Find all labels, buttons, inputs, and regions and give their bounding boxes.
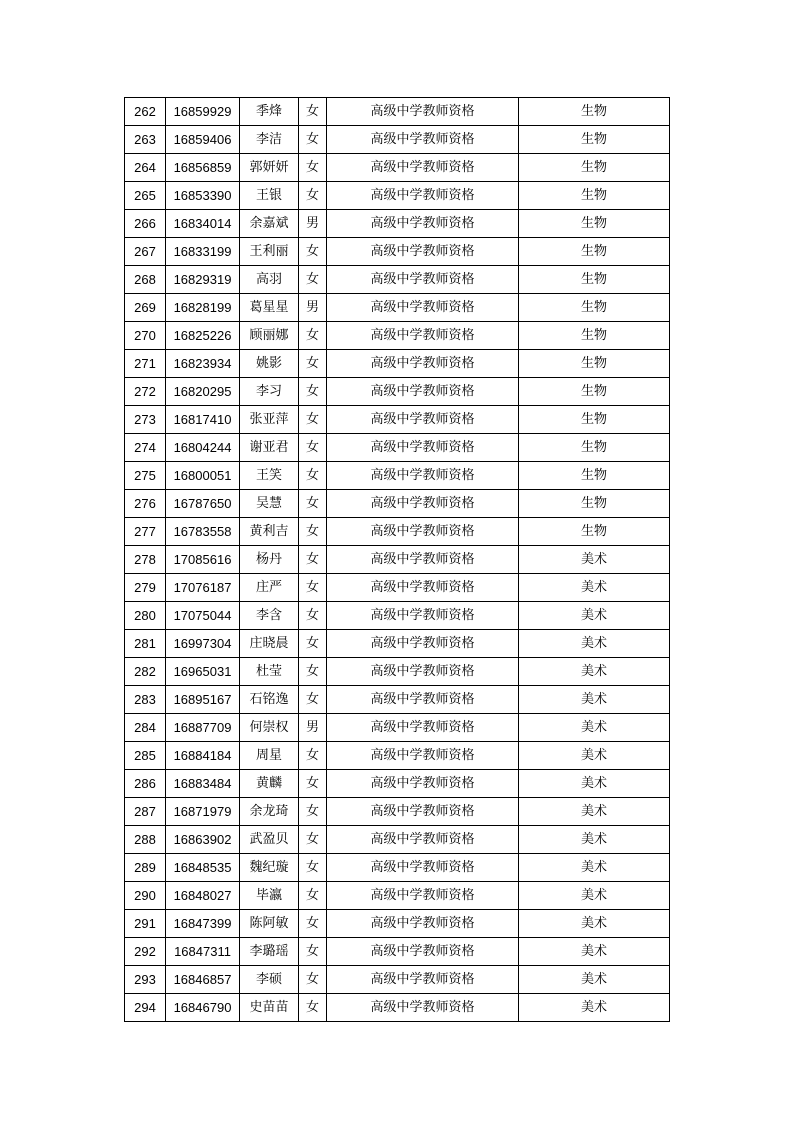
candidate-id-cell: 16859406 <box>166 126 240 154</box>
subject-cell: 生物 <box>519 210 670 238</box>
name-cell: 毕瀛 <box>240 882 299 910</box>
name-cell: 吴慧 <box>240 490 299 518</box>
table-row <box>125 322 670 350</box>
name-cell: 黄利吉 <box>240 518 299 546</box>
gender-cell: 女 <box>299 882 327 910</box>
name-cell: 王利丽 <box>240 238 299 266</box>
candidate-id-cell: 17085616 <box>166 546 240 574</box>
qualification-cell: 高级中学教师资格 <box>327 266 519 294</box>
row-number-cell: 267 <box>125 238 166 266</box>
qualification-cell: 高级中学教师资格 <box>327 182 519 210</box>
gender-cell: 女 <box>299 770 327 798</box>
qualification-cell: 高级中学教师资格 <box>327 210 519 238</box>
candidate-id-cell: 16833199 <box>166 238 240 266</box>
name-cell: 姚影 <box>240 350 299 378</box>
qualification-cell: 高级中学教师资格 <box>327 882 519 910</box>
name-cell: 余龙琦 <box>240 798 299 826</box>
subject-cell: 生物 <box>519 98 670 126</box>
table-row <box>125 182 670 210</box>
gender-cell: 女 <box>299 546 327 574</box>
row-number-cell: 282 <box>125 658 166 686</box>
row-number-cell: 269 <box>125 294 166 322</box>
subject-cell: 生物 <box>519 238 670 266</box>
candidate-id-cell: 16825226 <box>166 322 240 350</box>
gender-cell: 女 <box>299 826 327 854</box>
name-cell: 王银 <box>240 182 299 210</box>
row-number-cell: 279 <box>125 574 166 602</box>
table-row <box>125 378 670 406</box>
subject-cell: 美术 <box>519 630 670 658</box>
gender-cell: 男 <box>299 294 327 322</box>
table-row <box>125 546 670 574</box>
qualification-cell: 高级中学教师资格 <box>327 770 519 798</box>
table-row <box>125 658 670 686</box>
name-cell: 史苗苗 <box>240 994 299 1022</box>
subject-cell: 美术 <box>519 882 670 910</box>
candidate-id-cell: 16800051 <box>166 462 240 490</box>
subject-cell: 美术 <box>519 686 670 714</box>
name-cell: 李含 <box>240 602 299 630</box>
gender-cell: 女 <box>299 350 327 378</box>
name-cell: 周星 <box>240 742 299 770</box>
subject-cell: 美术 <box>519 714 670 742</box>
gender-cell: 女 <box>299 322 327 350</box>
gender-cell: 女 <box>299 378 327 406</box>
table-row <box>125 294 670 322</box>
qualification-cell: 高级中学教师资格 <box>327 798 519 826</box>
gender-cell: 女 <box>299 966 327 994</box>
candidate-id-cell: 16859929 <box>166 98 240 126</box>
candidate-id-cell: 16828199 <box>166 294 240 322</box>
row-number-cell: 293 <box>125 966 166 994</box>
table-row <box>125 910 670 938</box>
name-cell: 石铭逸 <box>240 686 299 714</box>
subject-cell: 生物 <box>519 322 670 350</box>
name-cell: 杜莹 <box>240 658 299 686</box>
table-row <box>125 210 670 238</box>
gender-cell: 女 <box>299 182 327 210</box>
row-number-cell: 287 <box>125 798 166 826</box>
roster-table <box>124 97 670 1022</box>
qualification-cell: 高级中学教师资格 <box>327 434 519 462</box>
row-number-cell: 289 <box>125 854 166 882</box>
subject-cell: 生物 <box>519 294 670 322</box>
candidate-id-cell: 16787650 <box>166 490 240 518</box>
qualification-cell: 高级中学教师资格 <box>327 714 519 742</box>
row-number-cell: 268 <box>125 266 166 294</box>
subject-cell: 生物 <box>519 406 670 434</box>
table-row <box>125 770 670 798</box>
subject-cell: 美术 <box>519 602 670 630</box>
row-number-cell: 291 <box>125 910 166 938</box>
qualification-cell: 高级中学教师资格 <box>327 658 519 686</box>
row-number-cell: 276 <box>125 490 166 518</box>
table-row <box>125 798 670 826</box>
table-row <box>125 462 670 490</box>
qualification-cell: 高级中学教师资格 <box>327 518 519 546</box>
qualification-cell: 高级中学教师资格 <box>327 854 519 882</box>
subject-cell: 生物 <box>519 182 670 210</box>
candidate-id-cell: 16783558 <box>166 518 240 546</box>
subject-cell: 生物 <box>519 378 670 406</box>
subject-cell: 生物 <box>519 518 670 546</box>
name-cell: 张亚萍 <box>240 406 299 434</box>
table-row <box>125 882 670 910</box>
qualification-cell: 高级中学教师资格 <box>327 826 519 854</box>
qualification-cell: 高级中学教师资格 <box>327 462 519 490</box>
gender-cell: 女 <box>299 938 327 966</box>
name-cell: 季烽 <box>240 98 299 126</box>
candidate-id-cell: 16829319 <box>166 266 240 294</box>
row-number-cell: 286 <box>125 770 166 798</box>
gender-cell: 女 <box>299 98 327 126</box>
table-row <box>125 350 670 378</box>
row-number-cell: 266 <box>125 210 166 238</box>
candidate-id-cell: 16846790 <box>166 994 240 1022</box>
row-number-cell: 294 <box>125 994 166 1022</box>
candidate-id-cell: 16847311 <box>166 938 240 966</box>
candidate-id-cell: 17076187 <box>166 574 240 602</box>
row-number-cell: 281 <box>125 630 166 658</box>
gender-cell: 女 <box>299 910 327 938</box>
name-cell: 李硕 <box>240 966 299 994</box>
subject-cell: 美术 <box>519 910 670 938</box>
name-cell: 武盈贝 <box>240 826 299 854</box>
table-row <box>125 154 670 182</box>
name-cell: 庄严 <box>240 574 299 602</box>
roster-table-body <box>125 98 670 1022</box>
table-row <box>125 826 670 854</box>
qualification-cell: 高级中学教师资格 <box>327 546 519 574</box>
table-row <box>125 686 670 714</box>
gender-cell: 女 <box>299 686 327 714</box>
row-number-cell: 263 <box>125 126 166 154</box>
name-cell: 王笑 <box>240 462 299 490</box>
row-number-cell: 264 <box>125 154 166 182</box>
row-number-cell: 290 <box>125 882 166 910</box>
qualification-cell: 高级中学教师资格 <box>327 630 519 658</box>
table-row <box>125 714 670 742</box>
name-cell: 顾丽娜 <box>240 322 299 350</box>
table-row <box>125 266 670 294</box>
candidate-id-cell: 16834014 <box>166 210 240 238</box>
subject-cell: 生物 <box>519 490 670 518</box>
qualification-cell: 高级中学教师资格 <box>327 294 519 322</box>
gender-cell: 女 <box>299 238 327 266</box>
candidate-id-cell: 16856859 <box>166 154 240 182</box>
candidate-id-cell: 16895167 <box>166 686 240 714</box>
qualification-cell: 高级中学教师资格 <box>327 910 519 938</box>
qualification-cell: 高级中学教师资格 <box>327 126 519 154</box>
subject-cell: 美术 <box>519 966 670 994</box>
row-number-cell: 288 <box>125 826 166 854</box>
row-number-cell: 274 <box>125 434 166 462</box>
subject-cell: 美术 <box>519 798 670 826</box>
row-number-cell: 275 <box>125 462 166 490</box>
candidate-id-cell: 16863902 <box>166 826 240 854</box>
name-cell: 杨丹 <box>240 546 299 574</box>
table-row <box>125 630 670 658</box>
qualification-cell: 高级中学教师资格 <box>327 686 519 714</box>
name-cell: 谢亚君 <box>240 434 299 462</box>
qualification-cell: 高级中学教师资格 <box>327 742 519 770</box>
candidate-id-cell: 17075044 <box>166 602 240 630</box>
row-number-cell: 265 <box>125 182 166 210</box>
table-row <box>125 434 670 462</box>
table-row <box>125 126 670 154</box>
row-number-cell: 271 <box>125 350 166 378</box>
gender-cell: 女 <box>299 742 327 770</box>
gender-cell: 女 <box>299 126 327 154</box>
candidate-id-cell: 16804244 <box>166 434 240 462</box>
candidate-id-cell: 16884184 <box>166 742 240 770</box>
qualification-cell: 高级中学教师资格 <box>327 994 519 1022</box>
candidate-id-cell: 16997304 <box>166 630 240 658</box>
table-row <box>125 938 670 966</box>
row-number-cell: 262 <box>125 98 166 126</box>
gender-cell: 女 <box>299 574 327 602</box>
name-cell: 黄麟 <box>240 770 299 798</box>
subject-cell: 生物 <box>519 266 670 294</box>
gender-cell: 女 <box>299 154 327 182</box>
candidate-id-cell: 16853390 <box>166 182 240 210</box>
name-cell: 何崇权 <box>240 714 299 742</box>
gender-cell: 女 <box>299 658 327 686</box>
gender-cell: 女 <box>299 602 327 630</box>
name-cell: 高羽 <box>240 266 299 294</box>
row-number-cell: 273 <box>125 406 166 434</box>
row-number-cell: 285 <box>125 742 166 770</box>
subject-cell: 生物 <box>519 126 670 154</box>
name-cell: 李璐瑶 <box>240 938 299 966</box>
table-row <box>125 518 670 546</box>
candidate-id-cell: 16848535 <box>166 854 240 882</box>
row-number-cell: 270 <box>125 322 166 350</box>
name-cell: 李习 <box>240 378 299 406</box>
candidate-id-cell: 16883484 <box>166 770 240 798</box>
subject-cell: 美术 <box>519 574 670 602</box>
subject-cell: 美术 <box>519 546 670 574</box>
name-cell: 余嘉斌 <box>240 210 299 238</box>
qualification-cell: 高级中学教师资格 <box>327 938 519 966</box>
gender-cell: 女 <box>299 406 327 434</box>
gender-cell: 女 <box>299 462 327 490</box>
name-cell: 庄晓晨 <box>240 630 299 658</box>
qualification-cell: 高级中学教师资格 <box>327 154 519 182</box>
candidate-id-cell: 16887709 <box>166 714 240 742</box>
name-cell: 葛星星 <box>240 294 299 322</box>
candidate-id-cell: 16965031 <box>166 658 240 686</box>
qualification-cell: 高级中学教师资格 <box>327 322 519 350</box>
gender-cell: 女 <box>299 630 327 658</box>
gender-cell: 女 <box>299 518 327 546</box>
table-row <box>125 574 670 602</box>
qualification-cell: 高级中学教师资格 <box>327 378 519 406</box>
row-number-cell: 284 <box>125 714 166 742</box>
subject-cell: 生物 <box>519 434 670 462</box>
gender-cell: 女 <box>299 994 327 1022</box>
name-cell: 李洁 <box>240 126 299 154</box>
row-number-cell: 283 <box>125 686 166 714</box>
name-cell: 陈阿敏 <box>240 910 299 938</box>
gender-cell: 女 <box>299 798 327 826</box>
qualification-cell: 高级中学教师资格 <box>327 602 519 630</box>
row-number-cell: 278 <box>125 546 166 574</box>
subject-cell: 美术 <box>519 770 670 798</box>
candidate-id-cell: 16817410 <box>166 406 240 434</box>
subject-cell: 美术 <box>519 938 670 966</box>
gender-cell: 女 <box>299 266 327 294</box>
name-cell: 魏纪璇 <box>240 854 299 882</box>
subject-cell: 生物 <box>519 462 670 490</box>
table-row <box>125 602 670 630</box>
gender-cell: 女 <box>299 854 327 882</box>
table-row <box>125 966 670 994</box>
candidate-id-cell: 16848027 <box>166 882 240 910</box>
qualification-cell: 高级中学教师资格 <box>327 350 519 378</box>
table-row <box>125 238 670 266</box>
qualification-cell: 高级中学教师资格 <box>327 966 519 994</box>
name-cell: 郭妍妍 <box>240 154 299 182</box>
table-row <box>125 994 670 1022</box>
subject-cell: 美术 <box>519 854 670 882</box>
candidate-id-cell: 16820295 <box>166 378 240 406</box>
subject-cell: 美术 <box>519 826 670 854</box>
table-row <box>125 742 670 770</box>
gender-cell: 女 <box>299 434 327 462</box>
row-number-cell: 280 <box>125 602 166 630</box>
table-row <box>125 406 670 434</box>
qualification-cell: 高级中学教师资格 <box>327 574 519 602</box>
gender-cell: 女 <box>299 490 327 518</box>
candidate-id-cell: 16823934 <box>166 350 240 378</box>
subject-cell: 生物 <box>519 154 670 182</box>
row-number-cell: 277 <box>125 518 166 546</box>
qualification-cell: 高级中学教师资格 <box>327 238 519 266</box>
subject-cell: 美术 <box>519 658 670 686</box>
qualification-cell: 高级中学教师资格 <box>327 406 519 434</box>
gender-cell: 男 <box>299 210 327 238</box>
table-row <box>125 854 670 882</box>
subject-cell: 生物 <box>519 350 670 378</box>
row-number-cell: 272 <box>125 378 166 406</box>
table-row <box>125 98 670 126</box>
qualification-cell: 高级中学教师资格 <box>327 490 519 518</box>
row-number-cell: 292 <box>125 938 166 966</box>
subject-cell: 美术 <box>519 994 670 1022</box>
qualification-cell: 高级中学教师资格 <box>327 98 519 126</box>
candidate-id-cell: 16847399 <box>166 910 240 938</box>
table-row <box>125 490 670 518</box>
candidate-id-cell: 16846857 <box>166 966 240 994</box>
gender-cell: 男 <box>299 714 327 742</box>
subject-cell: 美术 <box>519 742 670 770</box>
candidate-id-cell: 16871979 <box>166 798 240 826</box>
